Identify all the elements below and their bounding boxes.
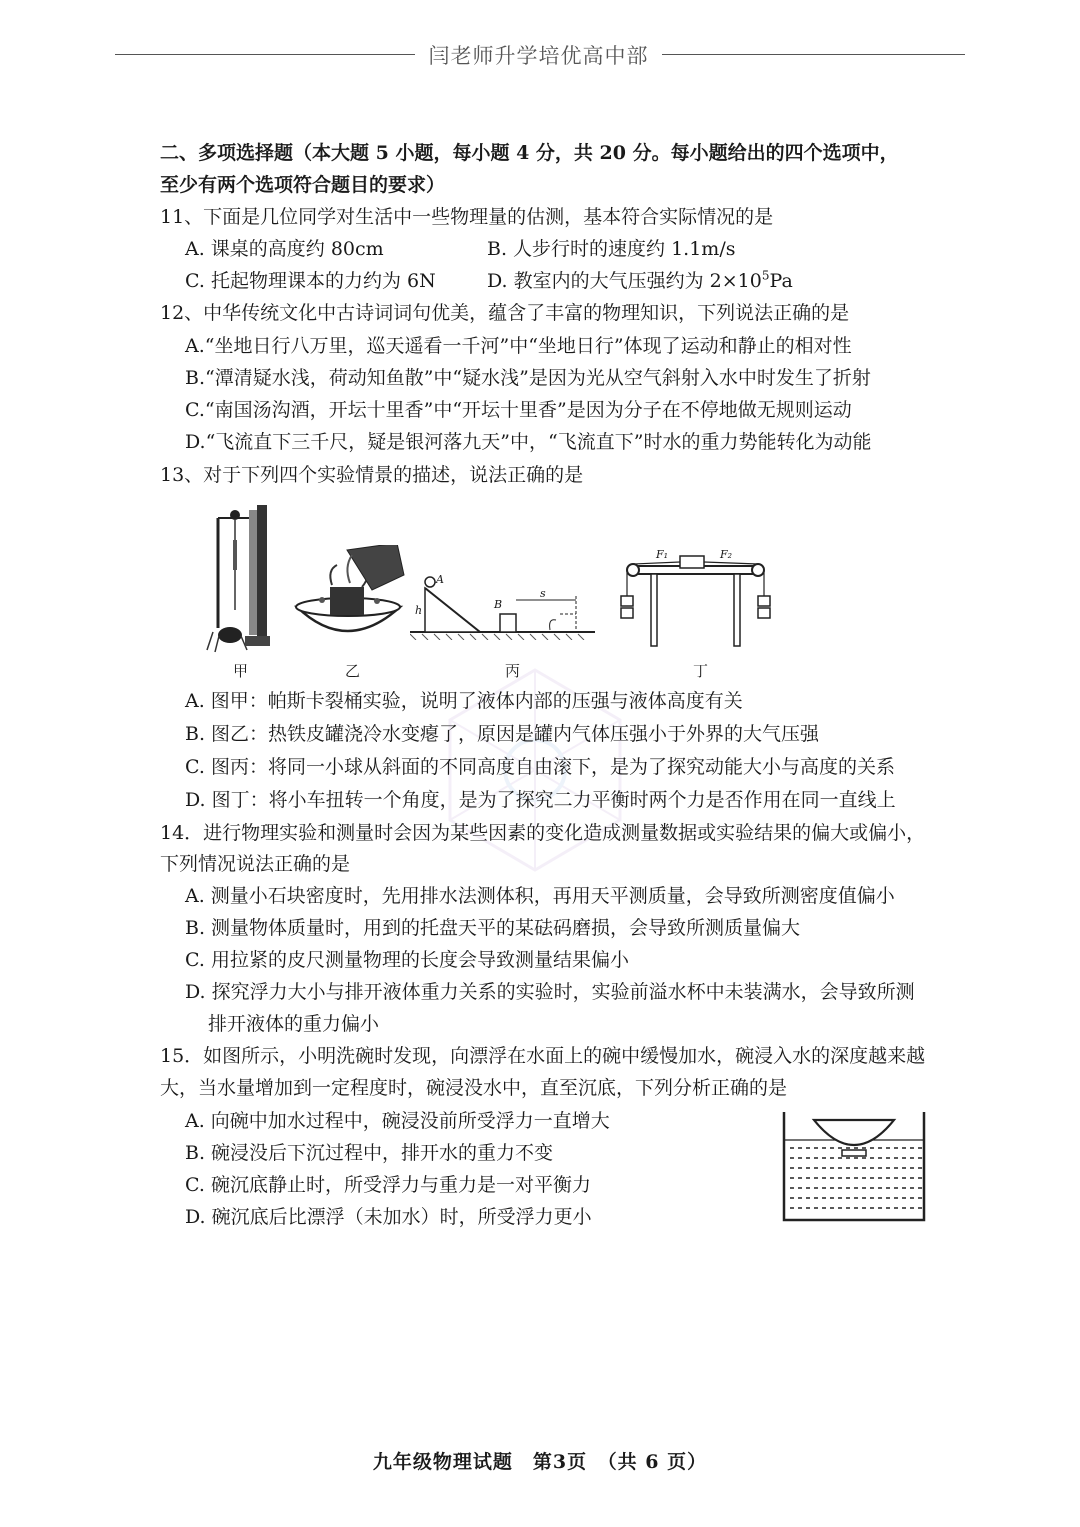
figure-jia-label: 甲 xyxy=(233,662,249,680)
q11-stem: 11、下面是几位同学对生活中一些物理量的估测，基本符合实际情况的是 xyxy=(160,206,774,228)
q15-option-b: B. 碗浸没后下沉过程中，排开水的重力不变 xyxy=(185,1142,554,1164)
figure-ding-label: 丁 xyxy=(693,662,709,680)
q14-option-c: C. 用拉紧的皮尺测量物理的长度会导致测量结果偏小 xyxy=(185,949,629,971)
q14-stem-line2: 下列情况说法正确的是 xyxy=(160,853,351,875)
q15-option-d: D. 碗沉底后比漂浮（未加水）时，所受浮力更小 xyxy=(185,1206,592,1228)
page-footer: 九年级物理试题 第3页 （共 6 页） xyxy=(372,1451,708,1473)
q11-option-d-pre: D. 教室内的大气压强约为 2×10 xyxy=(487,270,762,292)
figure-bing-label: 丙 xyxy=(505,662,521,680)
figure-ding-table-pulleys xyxy=(618,548,773,648)
q14-option-b: B. 测量物体质量时，用到的托盘天平的某砝码磨损，会导致所测质量偏大 xyxy=(185,917,801,939)
q13-option-c: C. 图丙：将同一小球从斜面的不同高度自由滚下，是为了探究动能大小与高度的关系 xyxy=(185,756,895,778)
section-heading-line2: 至少有两个选项符合题目的要求） xyxy=(160,174,446,196)
q11-option-c: C. 托起物理课本的力约为 6N xyxy=(185,270,436,292)
q12-option-c: C.“南国汤沟酒，开坛十里香”中“开坛十里香”是因为分子在不停地做无规则运动 xyxy=(185,399,852,421)
figure-q15-bowl-container xyxy=(782,1110,927,1225)
figure-yi-label: 乙 xyxy=(345,662,361,680)
q15-stem-line1: 15．如图所示，小明洗碗时发现，向漂浮在水面上的碗中缓慢加水，碗浸入水的深度越来越 xyxy=(160,1045,926,1067)
q14-stem-line1: 14．进行物理实验和测量时会因为某些因素的变化造成测量数据或实验结果的偏大或偏小， xyxy=(160,822,926,844)
q13-option-d: D. 图丁：将小车扭转一个角度，是为了探究二力平衡时两个力是否作用在同一直线上 xyxy=(185,789,896,811)
header-rule-left xyxy=(115,54,415,55)
figure-yi-can-cooling xyxy=(292,545,407,650)
header-rule-right xyxy=(662,54,965,55)
q14-option-d-line2: 排开液体的重力偏小 xyxy=(208,1013,380,1035)
section-heading-line1: 二、多项选择题（本大题 5 小题，每小题 4 分，共 20 分。每小题给出的四个选项中， xyxy=(160,142,899,164)
figure-bing-mark-h: h xyxy=(415,604,423,617)
header-title: 闫老师升学培优高中部 xyxy=(428,44,649,68)
page-header xyxy=(0,40,1080,70)
q15-option-a: A. 向碗中加水过程中，碗浸没前所受浮力一直增大 xyxy=(185,1110,610,1132)
figure-bing-mark-a: A xyxy=(436,573,444,586)
q14-option-d-line1: D. 探究浮力大小与排开液体重力关系的实验时，实验前溢水杯中未装满水，会导致所测 xyxy=(185,981,915,1003)
q12-option-b: B.“潭清疑水浅，荷动知鱼散”中“疑水浅”是因为光从空气斜射入水中时发生了折射 xyxy=(185,367,871,389)
q13-option-a: A. 图甲：帕斯卡裂桶实验，说明了液体内部的压强与液体高度有关 xyxy=(185,690,743,712)
q15-stem-line2: 大，当水量增加到一定程度时，碗浸没水中，直至沉底，下列分析正确的是 xyxy=(160,1077,788,1099)
q12-option-a: A.“坐地日行八万里，巡天遥看一千河”中“坐地日行”体现了运动和静止的相对性 xyxy=(185,335,852,357)
figure-jia-pascal-barrel xyxy=(205,500,275,655)
q11-option-d-unit: Pa xyxy=(769,270,793,292)
q13-stem: 13、对于下列四个实验情景的描述，说法正确的是 xyxy=(160,464,584,486)
q12-option-d: D.“飞流直下三千尺，疑是银河落九天”中，“飞流直下”时水的重力势能转化为动能 xyxy=(185,431,872,453)
figure-ding-mark-f2: F₂ xyxy=(720,548,733,561)
q12-stem: 12、中华传统文化中古诗词词句优美，蕴含了丰富的物理知识，下列说法正确的是 xyxy=(160,302,850,324)
figure-ding-mark-f1: F₁ xyxy=(656,548,669,561)
figure-bing-mark-s: s xyxy=(540,587,546,600)
q11-option-d-exponent: 5 xyxy=(761,268,770,283)
q11-option-b: B. 人步行时的速度约 1.1m/s xyxy=(487,238,736,260)
q11-option-a: A. 课桌的高度约 80cm xyxy=(185,238,384,260)
q15-option-c: C. 碗沉底静止时，所受浮力与重力是一对平衡力 xyxy=(185,1174,591,1196)
q11-option-d xyxy=(487,268,793,294)
q14-option-a: A. 测量小石块密度时，先用排水法测体积，再用天平测质量，会导致所测密度值偏小 xyxy=(185,885,895,907)
figure-bing-mark-b: B xyxy=(494,598,503,611)
q13-option-b: B. 图乙：热铁皮罐浇冷水变瘪了，原因是罐内气体压强小于外界的大气压强 xyxy=(185,723,820,745)
